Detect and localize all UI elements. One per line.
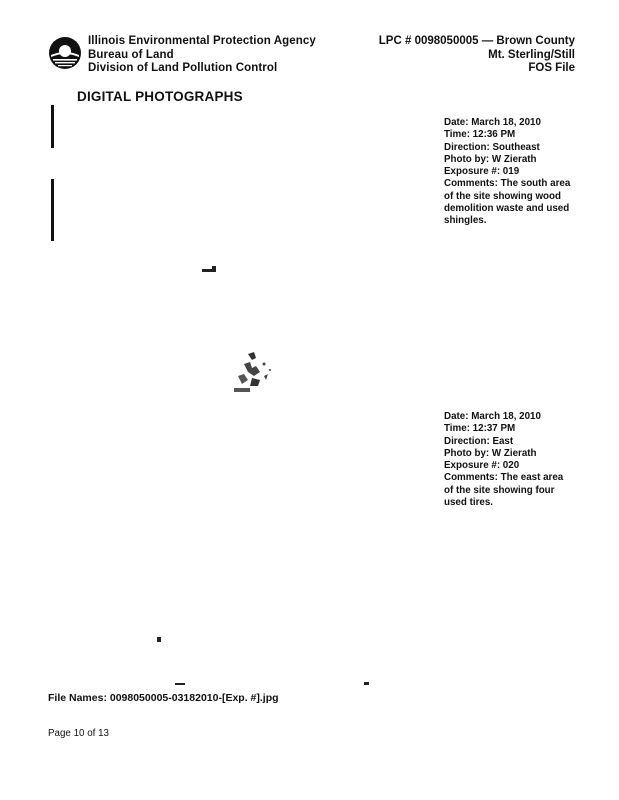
illinois-epa-logo-icon	[48, 36, 82, 70]
photo-author: Photo by: W Zierath	[444, 447, 537, 459]
scan-artifact	[157, 637, 161, 642]
site-identifier-block	[379, 35, 575, 76]
file-type: FOS File	[528, 62, 575, 74]
photo-comments: Comments: The east area of the site showing four used tires.	[444, 472, 564, 509]
scan-artifact-cluster	[230, 350, 280, 395]
scan-artifact	[175, 683, 185, 685]
photo-direction: Direction: East	[444, 435, 514, 447]
scan-artifact	[364, 682, 369, 685]
photo-time: Time: 12:37 PM	[444, 423, 516, 435]
photo-time: Time: 12:36 PM	[444, 129, 516, 141]
division-name: Division of Land Pollution Control	[88, 62, 278, 74]
photo-exposure: Exposure #: 019	[444, 166, 520, 178]
file-names-note: File Names: 0098050005-03182010-[Exp. #].jpg	[48, 692, 279, 704]
photo-caption-2	[444, 411, 574, 509]
photo-edge-mark	[51, 179, 54, 241]
photo-comments: Comments: The south area of the site showing wood demolition waste and used shingles.	[444, 178, 571, 227]
photo-caption-1	[444, 117, 574, 228]
photo-date: Date: March 18, 2010	[444, 117, 541, 128]
photo-date: Date: March 18, 2010	[444, 411, 541, 422]
lpc-number: LPC # 0098050005 — Brown County	[378, 35, 575, 47]
page-number: Page 10 of 13	[48, 728, 110, 739]
bureau-name: Bureau of Land	[88, 48, 174, 61]
photo-edge-mark	[51, 105, 54, 148]
scan-artifact	[212, 266, 216, 269]
photo-direction: Direction: Southeast	[444, 141, 540, 153]
page-title: DIGITAL PHOTOGRAPHS	[77, 89, 243, 104]
agency-name: Illinois Environmental Protection Agency	[88, 35, 316, 47]
site-location: Mt. Sterling/Still	[488, 48, 575, 61]
photo-author: Photo by: W Zierath	[444, 153, 537, 165]
scan-artifact	[202, 269, 216, 272]
agency-block	[88, 35, 316, 76]
photo-exposure: Exposure #: 020	[444, 460, 520, 472]
